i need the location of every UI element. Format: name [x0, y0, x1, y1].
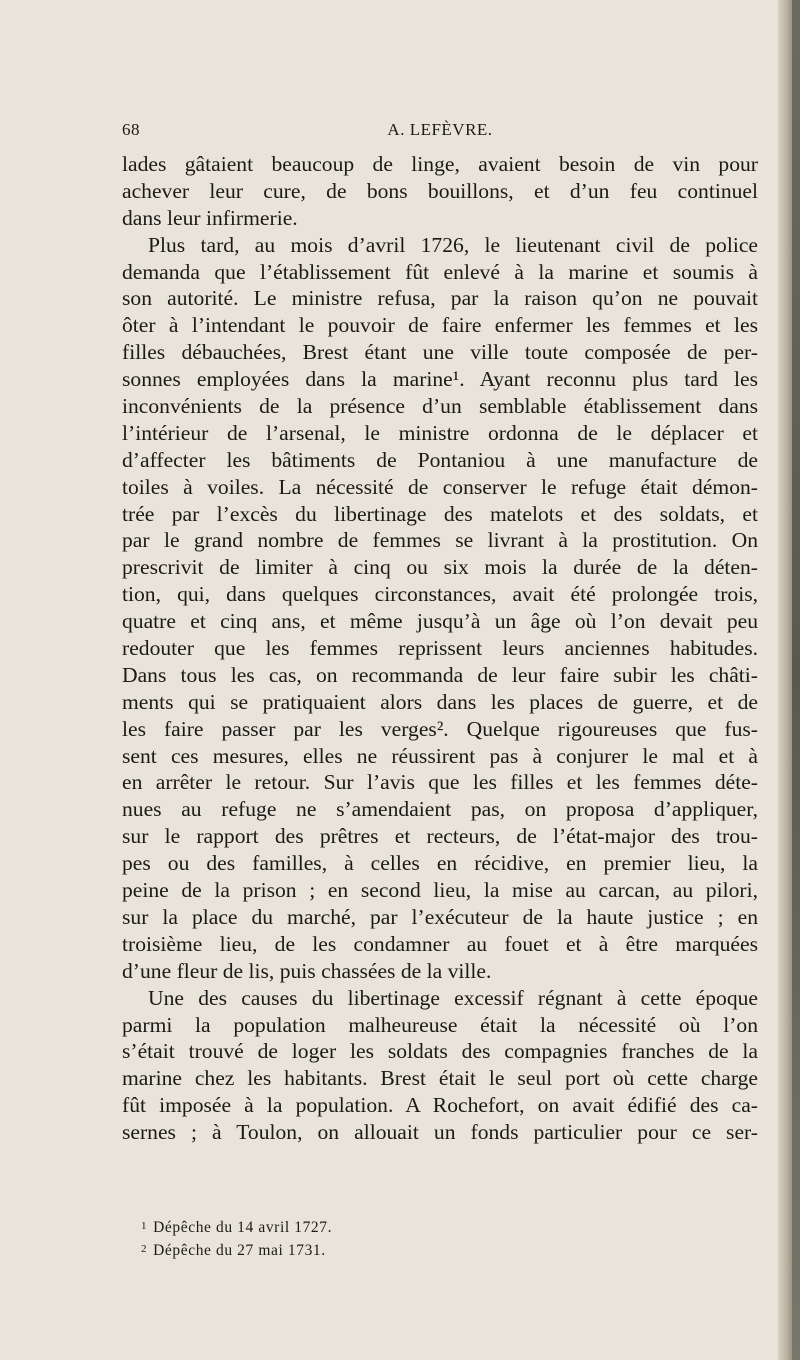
text-line: sonnes employées dans la marine¹. Ayant reconnu plus tard les	[122, 367, 758, 392]
text-line: pes ou des familles, à celles en récidive, en premier lieu, la	[122, 851, 758, 876]
text-line: Dans tous les cas, on recommanda de leur faire subir les châti-	[122, 662, 758, 687]
text-line: en arrêter le retour. Sur l’avis que les filles et les femmes déte-	[122, 770, 758, 795]
text-line: troisième lieu, de les condamner au fouet et à être marquées	[122, 931, 758, 956]
footnote-text: Dépêche du 27 mai 1731.	[153, 1242, 326, 1259]
text-line: nues au refuge ne s’amendaient pas, on proposa d’appliquer,	[122, 797, 758, 822]
text-line: ôter à l’intendant le pouvoir de faire enfermer les femmes et les	[122, 313, 758, 338]
page-number: 68	[122, 120, 140, 139]
page-header	[122, 120, 758, 146]
text-line: achever leur cure, de bons bouillons, et d’un feu continuel	[122, 178, 758, 203]
text-line: redouter que les femmes reprissent leurs anciennes habitudes.	[122, 636, 758, 661]
text-line: Une des causes du libertinage excessif régnant à cette époque	[148, 985, 758, 1010]
text-line: l’intérieur de l’arsenal, le ministre ordonna de le déplacer et	[122, 420, 758, 445]
footnote-text: Dépêche du 14 avril 1727.	[153, 1219, 333, 1236]
footnote	[141, 1239, 541, 1262]
running-head: A. LEFÈVRE.	[387, 120, 493, 139]
text-line: sur la place du marché, par l’exécuteur de la haute justice ; en	[122, 904, 758, 929]
text-line: sernes ; à Toulon, on allouait un fonds particulier pour ce ser-	[122, 1120, 758, 1145]
text-line: son autorité. Le ministre refusa, par la raison qu’on ne pouvait	[122, 286, 758, 311]
text-line: toiles à voiles. La nécessité de conserver le refuge était démon-	[122, 474, 758, 499]
text-line: demanda que l’établissement fût enlevé à la marine et soumis à	[122, 259, 758, 284]
text-line: sur le rapport des prêtres et recteurs, de l’état-major des trou-	[122, 824, 758, 849]
text-line: marine chez les habitants. Brest était le seul port où cette charge	[122, 1066, 758, 1091]
text-line: fût imposée à la population. A Rochefort, on avait édifié des ca-	[122, 1093, 758, 1118]
text-line: d’affecter les bâtiments de Pontaniou à une manufacture de	[122, 447, 758, 472]
text-line: tion, qui, dans quelques circonstances, avait été prolongée trois,	[122, 582, 758, 607]
text-line: sent ces mesures, elles ne réussirent pas à conjurer le mal et à	[122, 743, 758, 768]
text-line: s’était trouvé de loger les soldats des compagnies franches de la	[122, 1039, 758, 1064]
text-line: quatre et cinq ans, et même jusqu’à un âge où l’on devait peu	[122, 609, 758, 634]
text-line: d’une fleur de lis, puis chassées de la ville.	[122, 958, 492, 983]
text-line: prescrivit de limiter à cinq ou six mois la durée de la déten-	[122, 555, 758, 580]
text-line: trée par l’excès du libertinage des matelots et des soldats, et	[122, 501, 758, 526]
book-gutter-edge	[792, 0, 800, 1360]
footnote-mark: 2	[141, 1243, 148, 1255]
text-line: dans leur infirmerie.	[122, 205, 298, 230]
footnote	[141, 1216, 541, 1239]
text-line: lades gâtaient beaucoup de linge, avaient besoin de vin pour	[122, 152, 758, 176]
text-line: Plus tard, au mois d’avril 1726, le lieutenant civil de police	[148, 232, 758, 257]
text-line: les faire passer par les verges². Quelque rigoureuses que fus-	[122, 716, 758, 741]
text-line: filles débauchées, Brest étant une ville toute composée de per-	[122, 340, 758, 365]
footnote-mark: 1	[141, 1220, 148, 1232]
body-text	[122, 151, 758, 1146]
text-line: inconvénients de la présence d’un semblable établissement dans	[122, 394, 758, 419]
text-line: par le grand nombre de femmes se livrant à la prostitution. On	[122, 528, 758, 553]
text-line: ments qui se pratiquaient alors dans les places de guerre, et de	[122, 689, 758, 714]
footnotes	[141, 1216, 541, 1262]
text-line: peine de la prison ; en second lieu, la mise au carcan, au pilori,	[122, 878, 758, 903]
text-line: parmi la population malheureuse était la nécessité où l’on	[122, 1012, 758, 1037]
